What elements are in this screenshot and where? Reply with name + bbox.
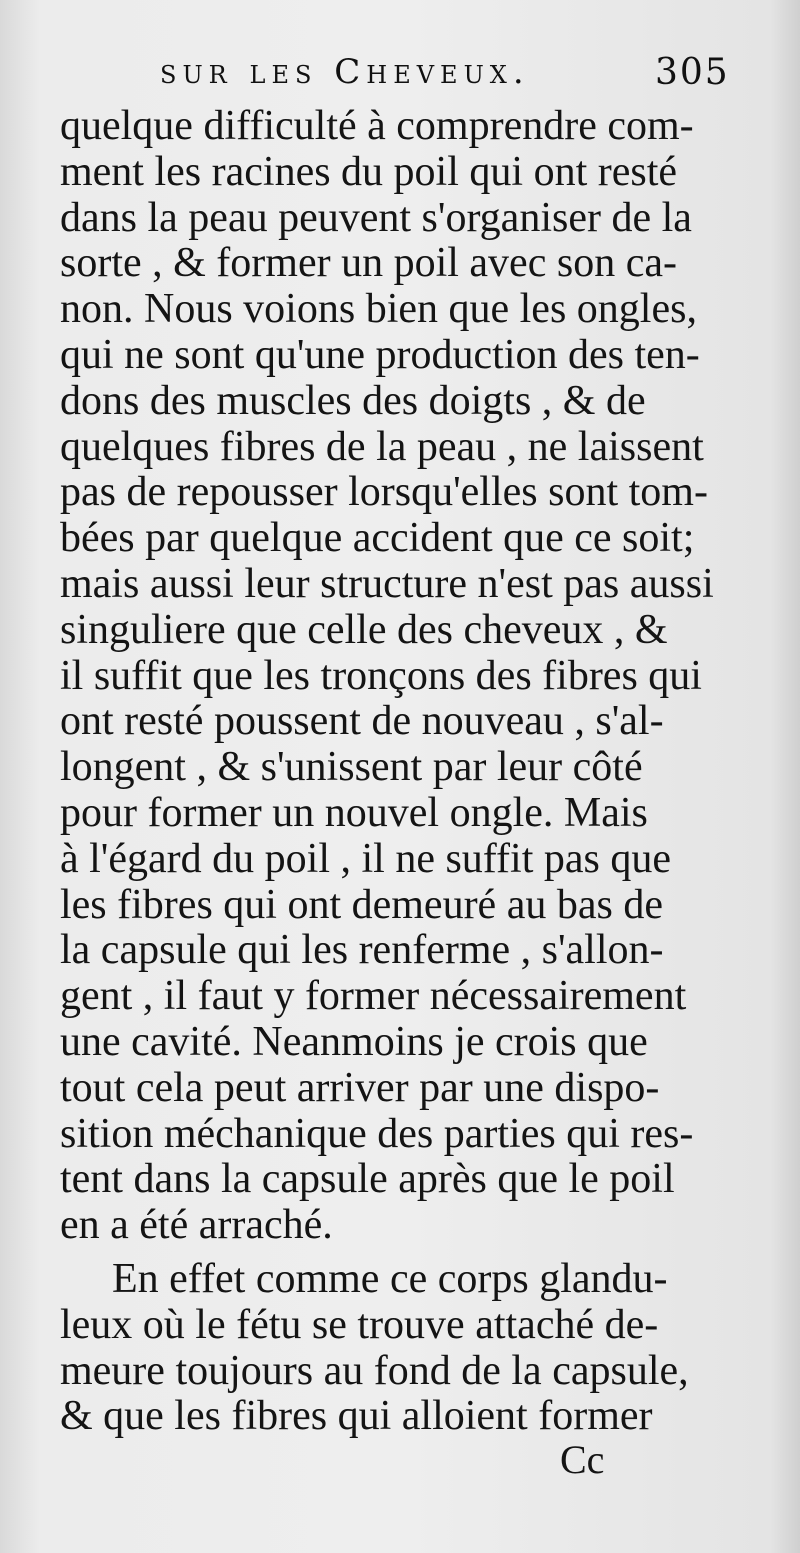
text-line: les fibres qui ont demeuré au bas de xyxy=(60,881,663,928)
text-line: longent , & s'unissent par leur côté xyxy=(60,744,643,791)
text-line: singuliere que celle des cheveux , & xyxy=(60,606,668,653)
running-title: sur les Cheveux. xyxy=(160,52,530,92)
text-line: ont resté poussent de nouveau , s'al- xyxy=(60,698,664,745)
text-line: sorte , & former un poil avec son ca- xyxy=(60,240,677,287)
text-line: il suffit que les tronçons des fibres qui xyxy=(60,652,702,699)
text-line: gent , il faut y former nécessairement xyxy=(60,973,687,1020)
text-line: meure toujours au fond de la capsule, xyxy=(60,1347,689,1394)
catchword: Cc xyxy=(560,1437,605,1482)
paragraph-start-line: En effet comme ce corps glandu- xyxy=(112,1255,668,1302)
text-line: tout cela peut arriver par une dispo- xyxy=(60,1064,660,1111)
text-line: en a été arraché. xyxy=(60,1202,333,1249)
text-line: bées par quelque accident que ce soit; xyxy=(60,515,695,562)
text-line: la capsule qui les renferme , s'allon- xyxy=(60,927,664,974)
text-line: tent dans la capsule après que le poil xyxy=(60,1156,675,1203)
text-line: dans la peau peuvent s'organiser de la xyxy=(60,194,692,241)
body-text xyxy=(60,104,740,1440)
text-line: leux où le fétu se trouve attaché de- xyxy=(60,1301,659,1348)
text-line: pour former un nouvel ongle. Mais xyxy=(60,789,648,836)
text-line: quelque difficulté à comprendre com- xyxy=(60,103,694,149)
text-line: quelques fibres de la peau , ne laissent xyxy=(60,423,704,470)
text-line: qui ne sont qu'une production des ten- xyxy=(60,331,700,378)
text-line: pas de repousser lorsqu'elles sont tom- xyxy=(60,469,708,516)
text-line: ment les racines du poil qui ont resté xyxy=(60,148,678,195)
text-line: une cavité. Neanmoins je crois que xyxy=(60,1018,648,1065)
text-line: sition méchanique des parties qui res- xyxy=(60,1110,694,1157)
text-line: dons des muscles des doigts , & de xyxy=(60,377,646,424)
text-line: & que les fibres qui alloient former xyxy=(60,1393,653,1440)
text-line: mais aussi leur structure n'est pas aussi xyxy=(60,560,714,607)
text-line: non. Nous voions bien que les ongles, xyxy=(60,286,697,333)
text-line: à l'égard du poil , il ne suffit pas que xyxy=(60,835,671,882)
page-number: 305 xyxy=(655,52,730,93)
